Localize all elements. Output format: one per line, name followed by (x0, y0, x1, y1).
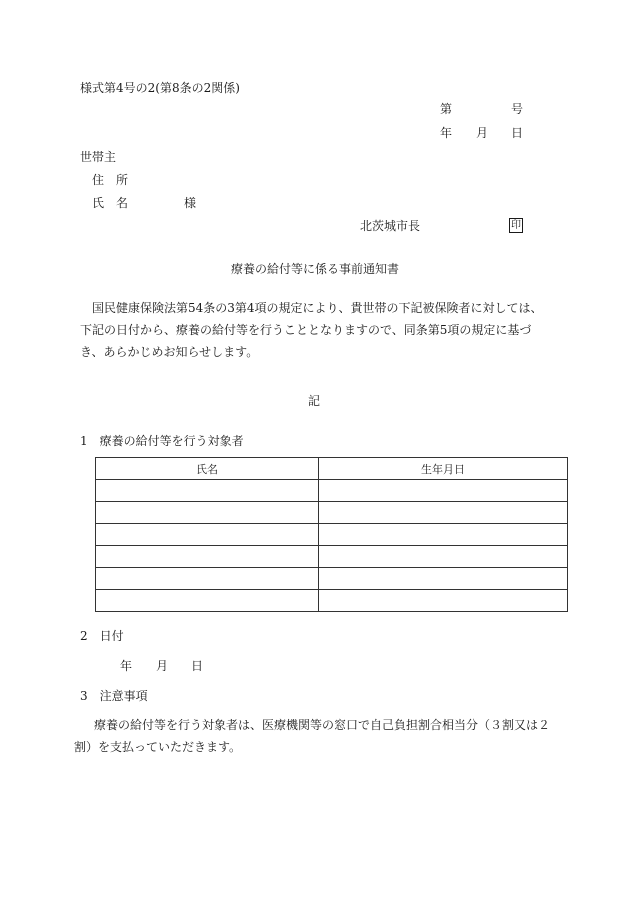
cell-birthdate (319, 546, 568, 568)
recipient-title: 世帯主 (80, 150, 117, 164)
body-paragraph: 国民健康保険法第54条の3第4項の規定により、貴世帯の下記被保険者に対しては、下記の日付から、療養の給付等を行うこととなりますので、同条第5項の規定に基づき、あらかじめお知らせします。 (80, 301, 543, 359)
section2-month: 月 (156, 659, 169, 673)
document-title: 療養の給付等に係る事前通知書 (231, 262, 400, 276)
date-day: 日 (511, 126, 524, 140)
table-row (96, 568, 568, 590)
cell-name (96, 546, 319, 568)
address-label: 住 所 (92, 173, 129, 187)
cell-name (96, 568, 319, 590)
table-row (96, 546, 568, 568)
cell-name (96, 502, 319, 524)
ki-marker: 記 (308, 394, 321, 408)
table-row (96, 524, 568, 546)
section3-heading: 3 注意事項 (80, 689, 148, 703)
table-row (96, 502, 568, 524)
cell-birthdate (319, 502, 568, 524)
doc-number-suffix: 号 (511, 102, 524, 116)
column-header-birthdate: 生年月日 (319, 458, 568, 480)
table-row (96, 480, 568, 502)
column-header-name: 氏名 (96, 458, 319, 480)
date-year: 年 (440, 126, 453, 140)
section2-year: 年 (120, 659, 133, 673)
cell-name (96, 480, 319, 502)
name-label: 氏 名 (92, 196, 129, 210)
cell-birthdate (319, 590, 568, 612)
section1-heading: 1 療養の給付等を行う対象者 (80, 434, 244, 448)
doc-number-prefix: 第 (440, 102, 453, 116)
target-persons-table (95, 457, 568, 612)
table-row (96, 590, 568, 612)
honorific: 様 (184, 196, 197, 210)
cell-birthdate (319, 480, 568, 502)
cell-birthdate (319, 524, 568, 546)
cell-name (96, 524, 319, 546)
form-id: 様式第4号の2(第8条の2関係) (80, 81, 240, 95)
section2-heading: 2 日付 (80, 629, 124, 643)
table-header-row (96, 458, 568, 480)
seal-mark: 印 (511, 220, 521, 231)
cell-name (96, 590, 319, 612)
date-month: 月 (476, 126, 489, 140)
issuer-name: 北茨城市長 (360, 219, 421, 233)
section2-day: 日 (191, 659, 204, 673)
cell-birthdate (319, 568, 568, 590)
section3-text: 療養の給付等を行う対象者は、医療機関等の窓口で自己負担割合相当分（３割又は２割）を支払っていただきます。 (74, 718, 551, 754)
